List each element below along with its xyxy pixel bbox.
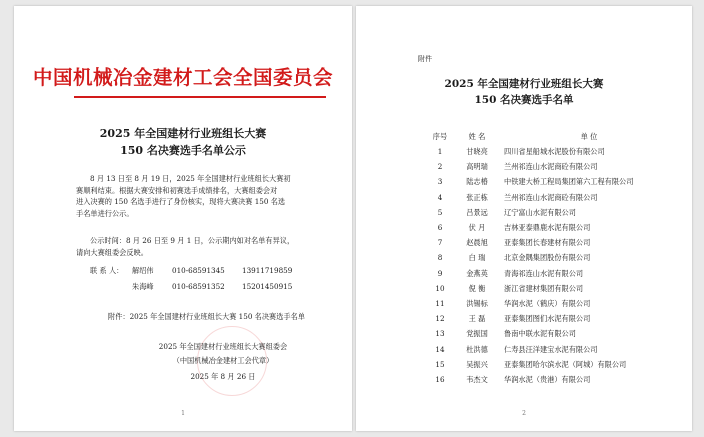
row-name: 吕景远 (466, 207, 488, 217)
row-name: 高明瑞 (466, 162, 488, 172)
row-seq: 2 (437, 162, 443, 172)
row-unit: 北京金隅集团股份有限公司 (504, 253, 591, 263)
document-page-1 (14, 6, 352, 431)
row-seq: 10 (435, 283, 445, 293)
letterhead-rule (74, 96, 326, 98)
contact-row-2 (90, 282, 292, 292)
contact-phone: 010-68591345 (172, 266, 225, 275)
contact-mobile: 13911719859 (242, 266, 293, 275)
row-seq: 6 (437, 223, 443, 232)
list-title-line1: 2025 年全国建材行业班组长大赛 (444, 78, 604, 90)
row-unit: 吉林亚泰鼎鹿水泥有限公司 (504, 223, 591, 232)
row-seq: 16 (435, 375, 445, 384)
row-unit: 鲁南中联水泥有限公司 (504, 329, 576, 339)
row-seq: 9 (437, 268, 443, 278)
row-seq: 3 (437, 177, 443, 187)
row-unit: 仁寿县汪洋建宝水泥有限公司 (504, 344, 598, 354)
row-unit: 兰州祁连山水泥商砼有限公司 (504, 162, 598, 172)
notice-paragraph-2 (76, 235, 306, 258)
row-unit: 亚泰集团图们水泥有限公司 (504, 314, 591, 324)
row-name: 甘晓亮 (466, 147, 488, 156)
notice-title-line1: 2025 年全国建材行业班组长大赛 (99, 127, 267, 140)
header-unit: 单 位 (580, 132, 598, 141)
row-name: 洪锡标 (466, 299, 488, 308)
attachment-note: 附件：2025 年全国建材行业班组长大赛 150 名决赛选手名单 (108, 312, 305, 321)
row-unit: 浙江省建材集团有限公司 (504, 283, 584, 293)
row-unit: 兰州祁连山水泥商砼有限公司 (504, 192, 598, 202)
signature-organizer: 2025 年全国建材行业班组长大赛组委会 (158, 342, 288, 351)
row-name: 吴振兴 (466, 359, 488, 369)
header-name: 姓 名 (468, 132, 486, 141)
notice-paragraph-1 (76, 173, 306, 219)
header-seq: 序号 (432, 132, 448, 141)
signature-union: （中国机械冶金建材工会代章） (172, 356, 274, 365)
row-name: 王 磊 (468, 314, 486, 324)
row-name: 金燕英 (466, 268, 488, 278)
row-seq: 1 (437, 147, 443, 156)
row-unit: 青海祁连山水泥有限公司 (504, 268, 584, 278)
row-seq: 8 (437, 253, 443, 263)
paragraph-line: 赛顺利结束。根据大赛安排和初赛选手成绩排名，大赛组委会对 (76, 185, 278, 195)
row-name: 赵晨旭 (466, 238, 488, 248)
signature-date: 2025 年 8 月 26 日 (190, 372, 256, 381)
attachment-label: 附件 (418, 55, 432, 63)
row-name: 张正栋 (466, 192, 488, 202)
row-unit: 华润水泥（贵港）有限公司 (504, 375, 591, 384)
row-unit: 华润水泥（鹤庆）有限公司 (504, 299, 591, 308)
contact-name: 朱海峰 (132, 282, 154, 291)
row-name: 韦杰文 (466, 375, 488, 384)
contact-name: 解绍伟 (132, 266, 154, 275)
paragraph-line: 进入决赛的 150 名选手进行了身份核实，现将大赛决赛 150 名选 (76, 197, 286, 206)
list-title-line2: 150 名决赛选手名单 (474, 94, 574, 106)
row-unit: 中铁建大桥工程局集团第六工程有限公司 (504, 177, 634, 187)
notice-title-line2: 150 名决赛选手名单公示 (120, 144, 246, 157)
page-number: 2 (522, 410, 526, 417)
row-unit: 辽宁富山水泥有限公司 (504, 207, 576, 217)
row-seq: 13 (435, 329, 445, 339)
row-seq: 4 (437, 192, 443, 202)
contact-phone: 010-68591352 (172, 282, 225, 291)
row-unit: 亚泰集团长春建材有限公司 (504, 238, 591, 248)
contact-mobile: 15201450915 (242, 282, 293, 291)
row-name: 杜洪德 (466, 344, 488, 354)
row-seq: 14 (435, 344, 445, 354)
row-seq: 5 (437, 207, 443, 217)
letterhead: 中国机械冶金建材工会全国委员会 (32, 66, 333, 89)
row-name: 陆志椿 (466, 177, 488, 187)
row-seq: 12 (435, 314, 445, 324)
row-name: 伏 月 (468, 223, 486, 232)
row-unit: 亚泰集团哈尔滨水泥（阿城）有限公司 (504, 359, 627, 369)
row-unit: 四川省星船城水泥股份有限公司 (504, 147, 605, 156)
row-name: 白 瑞 (468, 253, 486, 263)
paragraph-line: 手名单进行公示。 (76, 208, 134, 218)
row-name: 党振国 (466, 329, 488, 339)
contact-label: 联 系 人： (90, 266, 124, 275)
document-page-2 (356, 6, 692, 431)
row-name: 倪 衡 (468, 283, 486, 293)
row-seq: 7 (437, 238, 443, 248)
paragraph-line: 请向大赛组委会反映。 (76, 247, 148, 257)
page-number: 1 (181, 410, 185, 417)
contact-row-1 (90, 266, 292, 276)
row-seq: 11 (435, 299, 445, 308)
row-seq: 15 (435, 359, 445, 369)
paragraph-line: 公示时间：8 月 26 日至 9 月 1 日，公示期内如对名单有异议， (90, 236, 295, 245)
paragraph-line: 8 月 13 日至 8 月 19 日，2025 年全国建材行业班组长大赛初 (90, 174, 291, 183)
